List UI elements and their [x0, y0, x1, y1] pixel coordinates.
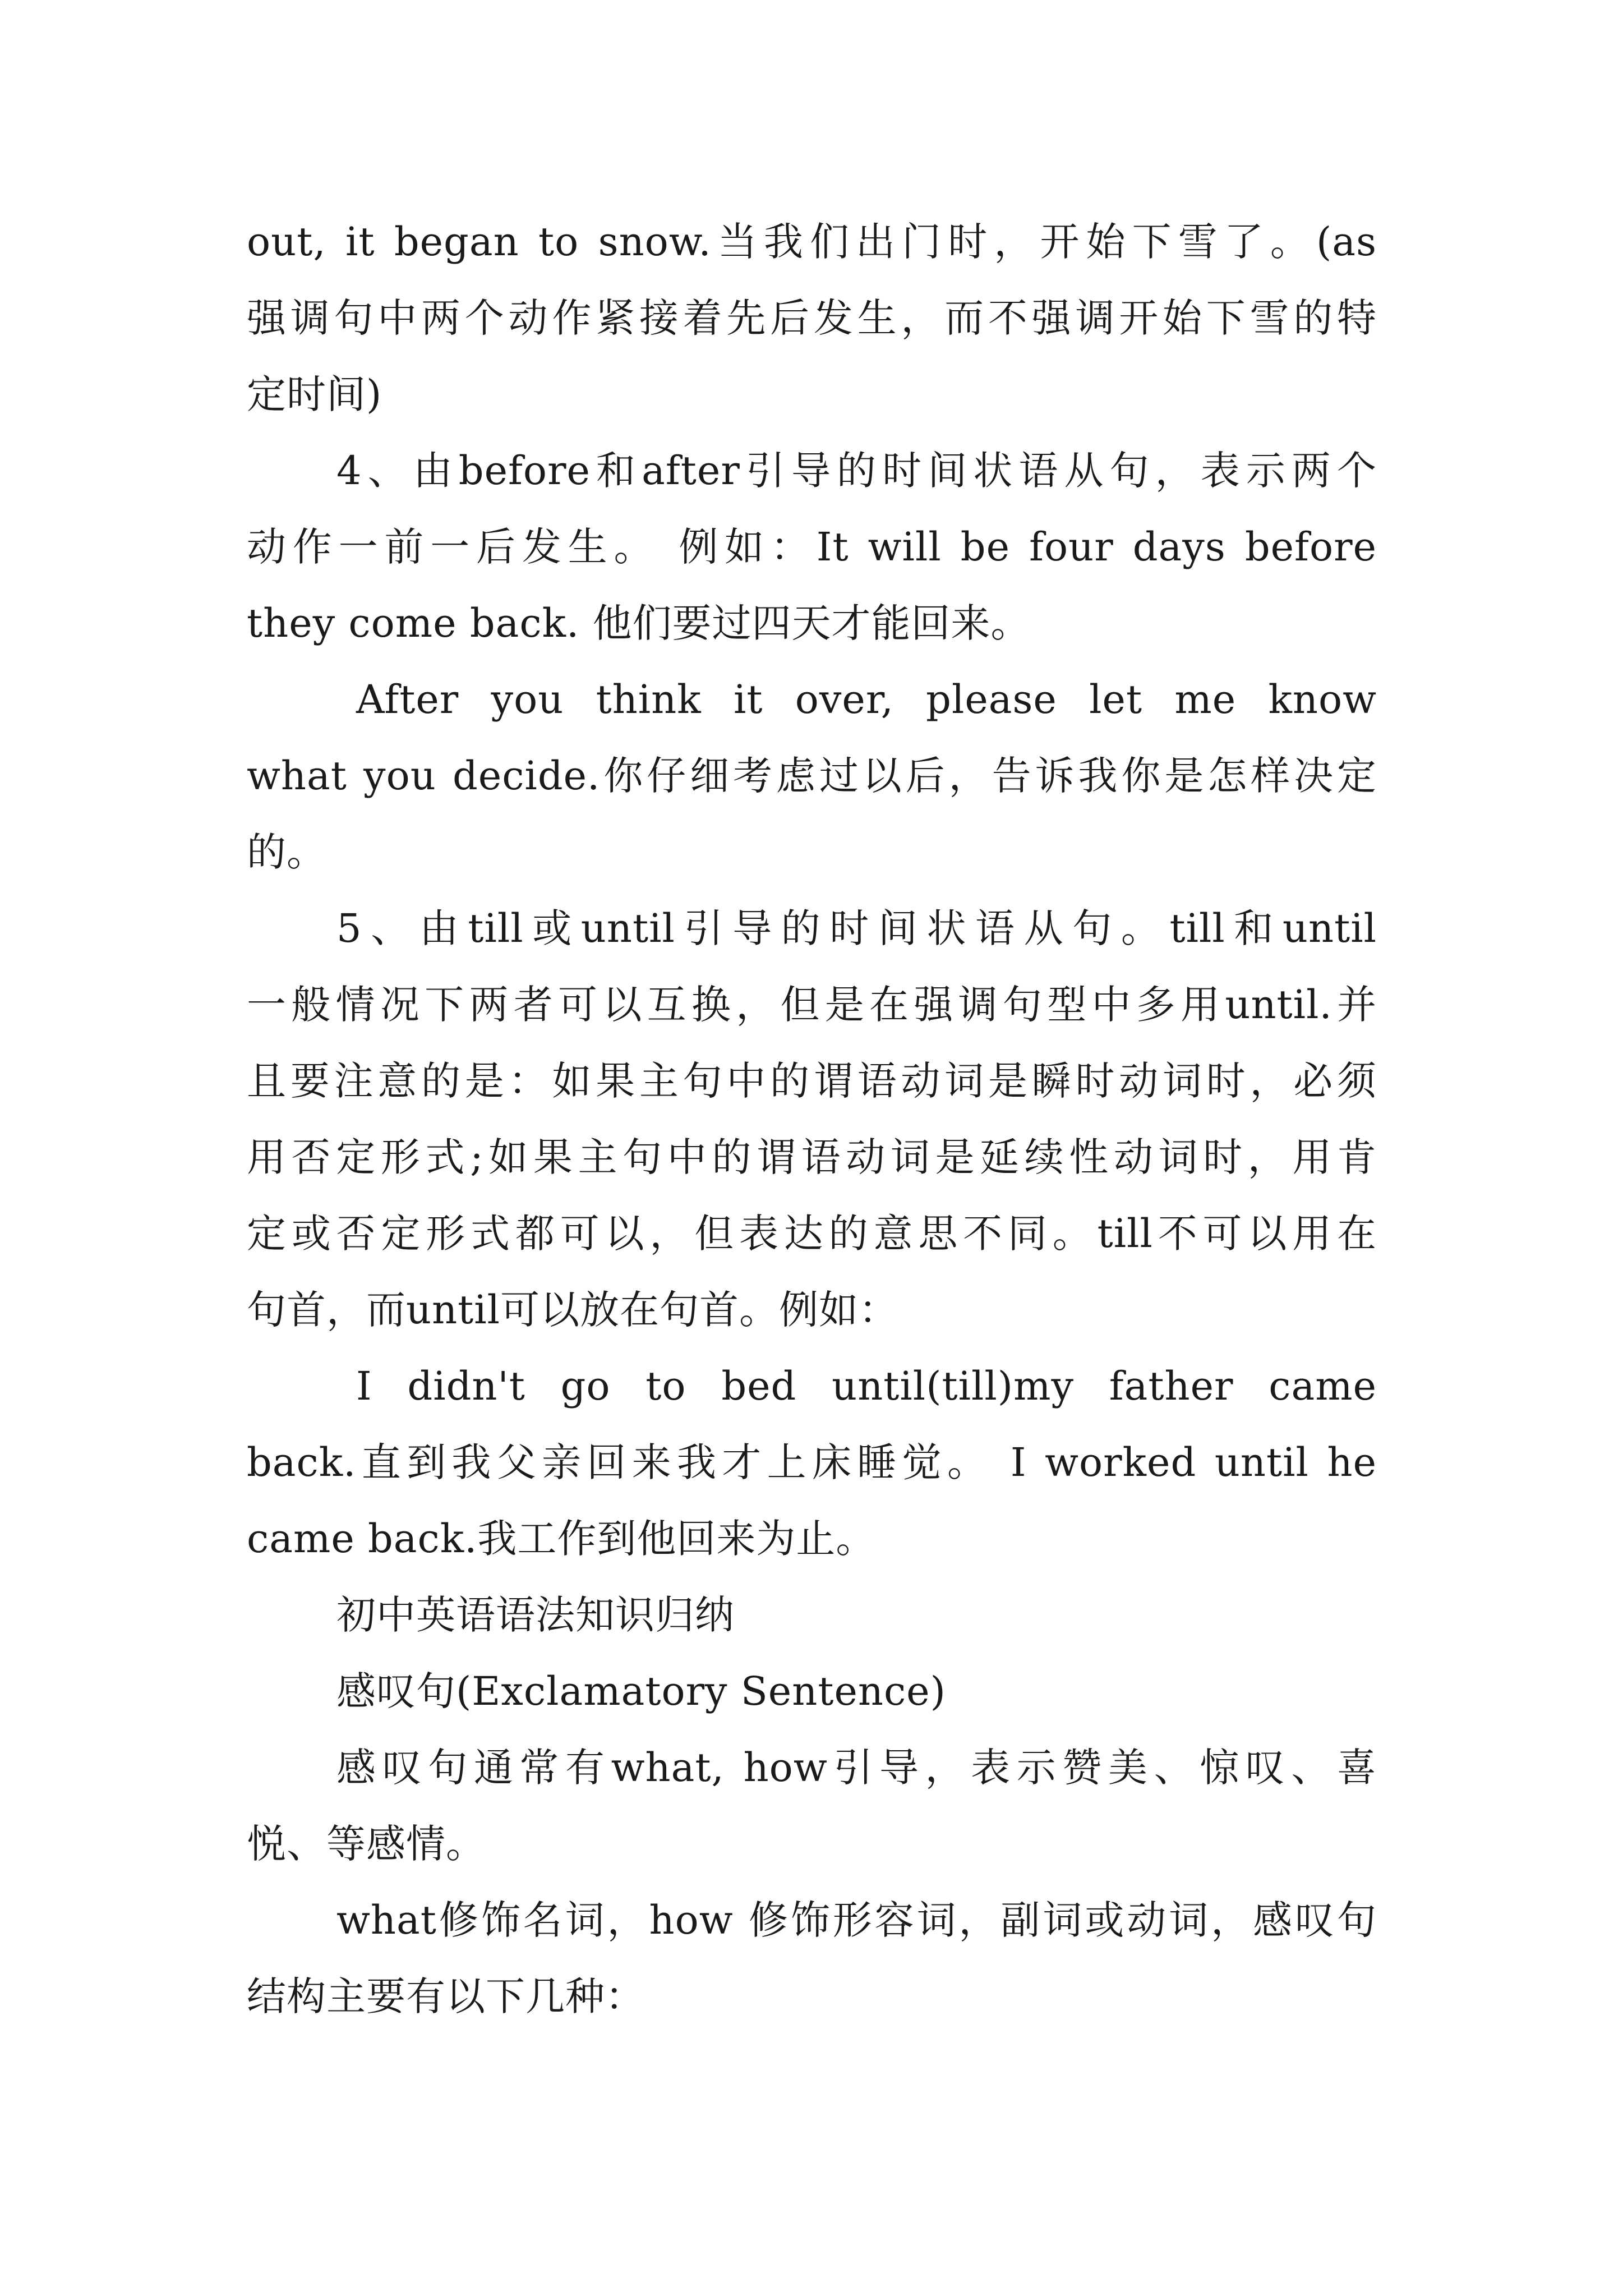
text-line: 4、由before和after引导的时间状语从句，表示两个 — [336, 448, 1377, 494]
text-line: what you decide.你仔细考虑过以后，告诉我你是怎样决定 — [247, 753, 1377, 799]
text-line: I didn't go to bed until(till)my father came — [356, 1363, 1377, 1409]
text-line: came back.我工作到他回来为止。 — [247, 1516, 876, 1562]
text-line: 定时间) — [247, 371, 382, 417]
text-line: 且要注意的是：如果主句中的谓语动词是瞬时动词时，必须 — [247, 1058, 1377, 1104]
text-line: 句首，而until可以放在句首。例如： — [247, 1287, 899, 1333]
text-line: 动作一前一后发生。 例如：It will be four days before — [247, 524, 1377, 570]
text-line: they come back. 他们要过四天才能回来。 — [247, 600, 1031, 646]
text-line: 5、由till或until引导的时间状语从句。till和until — [336, 905, 1377, 951]
text-line: 的。 — [247, 829, 326, 875]
section-heading: 初中英语语法知识归纳 — [336, 1592, 735, 1638]
text-line: 感叹句通常有what, how引导，表示赞美、惊叹、喜 — [336, 1745, 1377, 1791]
text-line: out, it began to snow.当我们出门时，开始下雪了。(as — [247, 219, 1377, 265]
text-line: 用否定形式;如果主句中的谓语动词是延续性动词时，用肯 — [247, 1134, 1377, 1180]
text-line: 定或否定形式都可以，但表达的意思不同。till不可以用在 — [247, 1211, 1377, 1257]
text-line: 悦、等感情。 — [247, 1821, 486, 1867]
text-line: 一般情况下两者可以互换，但是在强调句型中多用until.并 — [247, 982, 1377, 1028]
text-line: what修饰名词，how 修饰形容词，副词或动词，感叹句 — [336, 1897, 1377, 1943]
text-line: 结构主要有以下几种： — [247, 1973, 645, 2019]
text-line: back.直到我父亲回来我才上床睡觉。 I worked until he — [247, 1439, 1377, 1485]
text-line: After you think it over, please let me know — [356, 677, 1377, 723]
section-subheading: 感叹句(Exclamatory Sentence) — [336, 1668, 946, 1714]
text-line: 强调句中两个动作紧接着先后发生，而不强调开始下雪的特 — [247, 295, 1377, 341]
